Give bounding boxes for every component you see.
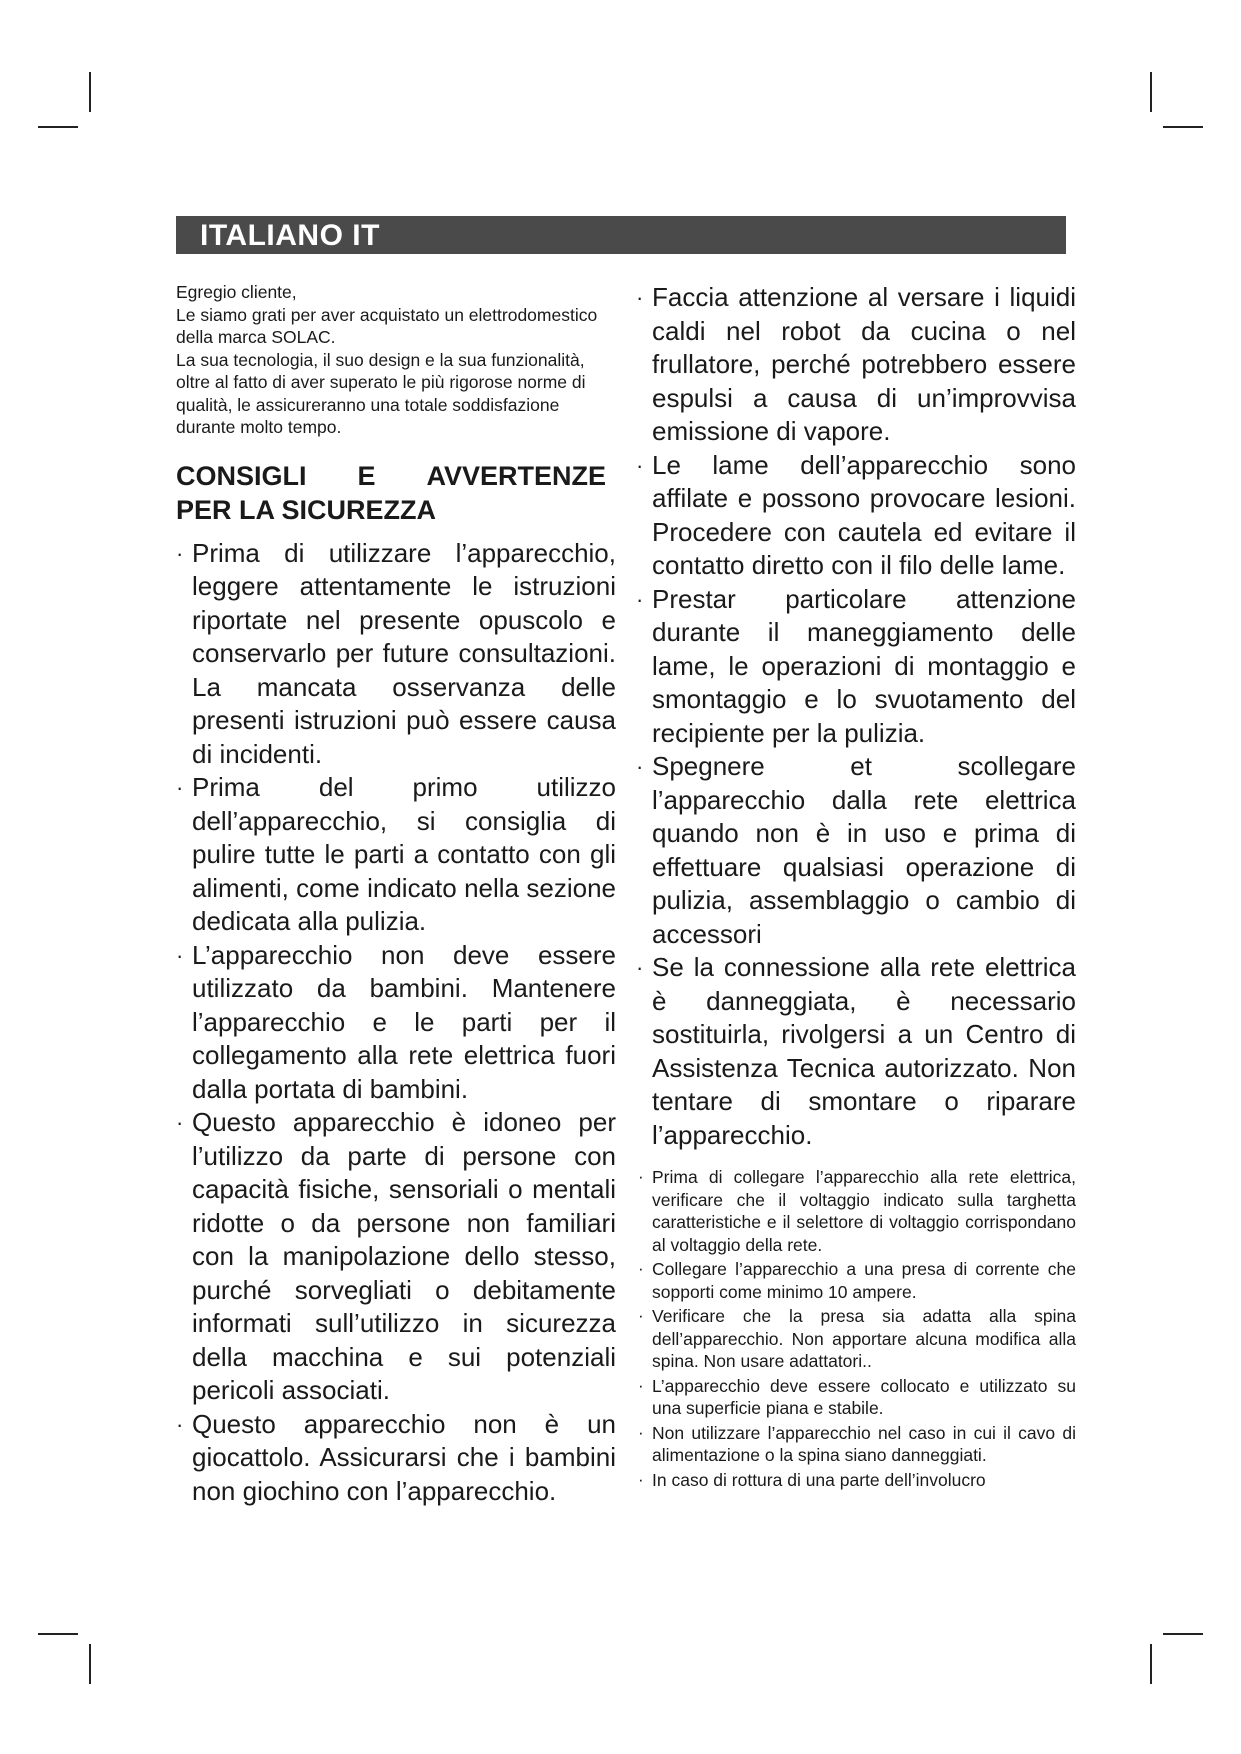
heading-word: CONSIGLI [176,460,307,491]
crop-mark [38,126,78,128]
list-item: · Prima di collegare l’apparecchio alla rete elettrica, verificare che il voltaggio indicato sulla targhetta caratteristiche e il selettore di voltaggio corrispondano al voltaggio della rete. [636,1166,1076,1256]
right-column [636,281,1076,1493]
heading-word: E [357,460,376,491]
list-item: · Prima di utilizzare l’apparecchio, leggere attentamente le istruzioni riportate nel presente opuscolo e conservarlo per future consultazioni. La mancata osservanza delle presenti istruzioni può essere causa di incidenti. [176,537,616,772]
list-item: · Faccia attenzione al versare i liquidi caldi nel robot da cucina o nel frullatore, perché potrebbero essere espulsi a causa di un’improvvisa emissione di vapore. [636,281,1076,449]
crop-mark [1150,1644,1152,1684]
list-item: · Non utilizzare l’apparecchio nel caso in cui il cavo di alimentazione o la spina siano danneggiati. [636,1422,1076,1467]
left-column [176,281,616,1508]
left-warning-list [176,537,616,1509]
crop-mark [1163,126,1203,128]
list-item: · Questo apparecchio non è un giocattolo. Assicurarsi che i bambini non giochino con l’apparecchio. [176,1408,616,1509]
right-warning-list [636,281,1076,1152]
list-item: · Questo apparecchio è idoneo per l’utilizzo da parte di persone con capacità fisiche, sensoriali o mentali ridotte o da persone non familiari con la manipolazione dello stesso, purché sorvegliati o debitamente informati sull’utilizzo in sicurezza della macchina e sui potenziali pericoli associati. [176,1106,616,1408]
intro [176,281,616,439]
list-item: · L’apparecchio non deve essere utilizzato da bambini. Mantenere l’apparecchio e le parti per il collegamento alla rete elettrica fuori dalla portata di bambini. [176,939,616,1107]
language-title: ITALIANO IT [200,219,380,252]
heading-word: AVVERTENZE [426,460,606,491]
list-item: · Se la connessione alla rete elettrica è danneggiata, è necessario sostituirla, rivolgersi a un Centro di Assistenza Tecnica autorizzato. Non tentare di smontare o riparare l’apparecchio. [636,951,1076,1152]
crop-mark [89,1644,91,1684]
list-item: · In caso di rottura di una parte dell’involucro [636,1469,1076,1492]
intro-greeting: Egregio cliente, [176,282,297,302]
language-banner [176,216,1066,254]
list-item: · Prestar particolare attenzione durante il maneggiamento delle lame, le operazioni di montaggio e smontaggio e lo svuotamento del recipiente per la pulizia. [636,583,1076,751]
list-item: · Spegnere et scollegare l’apparecchio dalla rete elettrica quando non è in uso e prima di effettuare qualsiasi operazione di pulizia, assemblaggio o cambio di accessori [636,750,1076,951]
list-item: · Collegare l’apparecchio a una presa di corrente che sopporti come minimo 10 ampere. [636,1258,1076,1303]
intro-technology: La sua tecnologia, il suo design e la sua funzionalità, oltre al fatto di aver superato le più rigorose norme di qualità, le assicureranno una totale soddisfazione durante molto tempo. [176,349,586,437]
list-item: · L’apparecchio deve essere collocato e utilizzato su una superficie piana e stabile. [636,1375,1076,1420]
crop-mark [89,72,91,112]
list-item: · Verificare che la presa sia adatta alla spina dell’apparecchio. Non apportare alcuna modifica alla spina. Non usare adattatori.. [636,1305,1076,1373]
list-item: · Prima del primo utilizzo dell’apparecchio, si consiglia di pulire tutte le parti a contatto con gli alimenti, come indicato nella sezione dedicata alla pulizia. [176,771,616,939]
crop-mark [1150,72,1152,112]
list-item: · Le lame dell’apparecchio sono affilate e possono provocare lesioni. Procedere con cautela ed evitare il contatto diretto con il filo delle lame. [636,449,1076,583]
crop-mark [1163,1633,1203,1635]
right-small-warning-list [636,1166,1076,1491]
safety-heading [176,459,616,527]
intro-thanks: Le siamo grati per aver acquistato un elettrodomestico della marca SOLAC. [176,304,598,347]
heading-line-2: PER LA SICUREZZA [176,494,437,525]
crop-mark [38,1633,78,1635]
